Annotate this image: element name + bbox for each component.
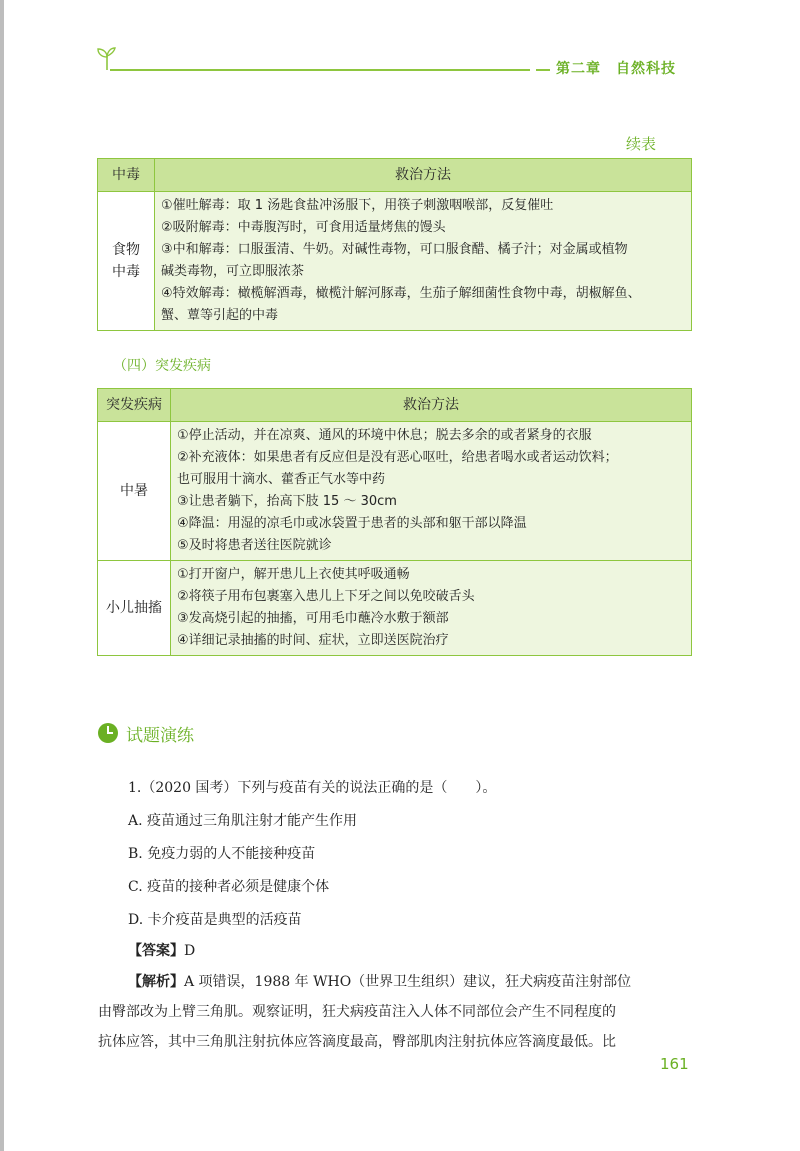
answer-value: D: [184, 943, 196, 959]
col-header-illness: 突发疾病: [98, 389, 171, 422]
treatment-line: 也可服用十滴水、藿香正气水等中药: [177, 472, 386, 487]
row-category: 中暑: [98, 422, 171, 561]
answer-label: 【答案】: [128, 943, 184, 959]
analysis-line: 抗体应答，其中三角肌注射抗体应答滴度最高，臀部肌肉注射抗体应答滴度最低。比: [98, 1034, 616, 1050]
treatment-line: ①打开窗户，解开患儿上衣使其呼吸通畅: [177, 567, 410, 582]
practice-title: 试题演练: [126, 726, 194, 746]
page-gutter: [0, 0, 4, 1151]
option-b: B. 免疫力弱的人不能接种疫苗: [128, 846, 316, 862]
header-rule: [110, 69, 530, 71]
option-a: A. 疫苗通过三角肌注射才能产生作用: [128, 813, 358, 829]
table-row: [98, 192, 692, 331]
treatment-line: ①停止活动，并在凉爽、通风的环境中休息；脱去多余的或者紧身的衣服: [177, 428, 592, 443]
row-treatment: [155, 192, 692, 331]
analysis-line: 由臀部改为上臂三角肌。观察证明，狂犬病疫苗注入人体不同部位会产生不同程度的: [98, 1004, 616, 1020]
treatment-line: ③让患者躺下，抬高下肢 15 ～ 30cm: [177, 494, 397, 509]
treatment-line: ③发高烧引起的抽搐，可用毛巾蘸冷水敷于额部: [177, 611, 449, 626]
option-c: C. 疫苗的接种者必须是健康个体: [128, 879, 330, 895]
treatment-line: ⑤及时将患者送往医院就诊: [177, 538, 332, 553]
continued-label: 续表: [626, 135, 657, 153]
table-header-row: [98, 159, 692, 192]
treatment-line: ②补充液体：如果患者有反应但是没有恶心呕吐，给患者喝水或者运动饮料；: [177, 450, 618, 465]
treatment-line: ①催吐解毒：取 1 汤匙食盐冲汤服下，用筷子刺激咽喉部，反复催吐: [161, 198, 554, 213]
page-number: 161: [660, 1055, 689, 1073]
treatment-line: ②吸附解毒：中毒腹泻时，可食用适量烤焦的馒头: [161, 220, 446, 235]
treatment-line: ②将筷子用布包裹塞入患儿上下牙之间以免咬破舌头: [177, 589, 475, 604]
analysis-label: 【解析】: [128, 974, 184, 990]
treatment-line: ④降温：用湿的凉毛巾或冰袋置于患者的头部和躯干部以降温: [177, 516, 527, 531]
question-text: 1.（2020 国考）下列与疫苗有关的说法正确的是（ ）。: [128, 780, 497, 796]
row-treatment: [171, 422, 692, 561]
row-category: 小儿抽搐: [98, 561, 171, 656]
food-poisoning-table: [97, 158, 692, 331]
chapter-title: 第二章 自然科技: [556, 61, 676, 77]
col-header-treatment: 救治方法: [171, 389, 692, 422]
col-header-treatment: 救治方法: [155, 159, 692, 192]
section-title-sudden-illness: （四）突发疾病: [113, 358, 211, 374]
treatment-line: ③中和解毒：口服蛋清、牛奶。对碱性毒物，可口服食醋、橘子汁；对金属或植物: [161, 242, 628, 257]
clock-icon: [98, 723, 118, 743]
page-header: [96, 46, 696, 86]
option-d: D. 卡介疫苗是典型的活疫苗: [128, 912, 302, 928]
sudden-illness-table: [97, 388, 692, 656]
analysis-line: 【解析】A 项错误，1988 年 WHO（世界卫生组织）建议，狂犬病疫苗注射部位: [128, 974, 632, 990]
table-row: [98, 561, 692, 656]
row-category: 食物 中毒: [98, 192, 155, 331]
table-header-row: [98, 389, 692, 422]
treatment-line: 蟹、蕈等引起的中毒: [161, 308, 279, 323]
treatment-line: ④详细记录抽搐的时间、症状，立即送医院治疗: [177, 633, 449, 648]
treatment-line: 碱类毒物，可立即服浓茶: [161, 264, 305, 279]
header-rule-dash: [536, 69, 550, 71]
treatment-line: ④特效解毒：橄榄解酒毒，橄榄汁解河豚毒，生茄子解细菌性食物中毒，胡椒解鱼、: [161, 286, 641, 301]
answer-line: [128, 940, 723, 960]
col-header-poisoning: 中毒: [98, 159, 155, 192]
row-treatment: [171, 561, 692, 656]
table-row: [98, 422, 692, 561]
